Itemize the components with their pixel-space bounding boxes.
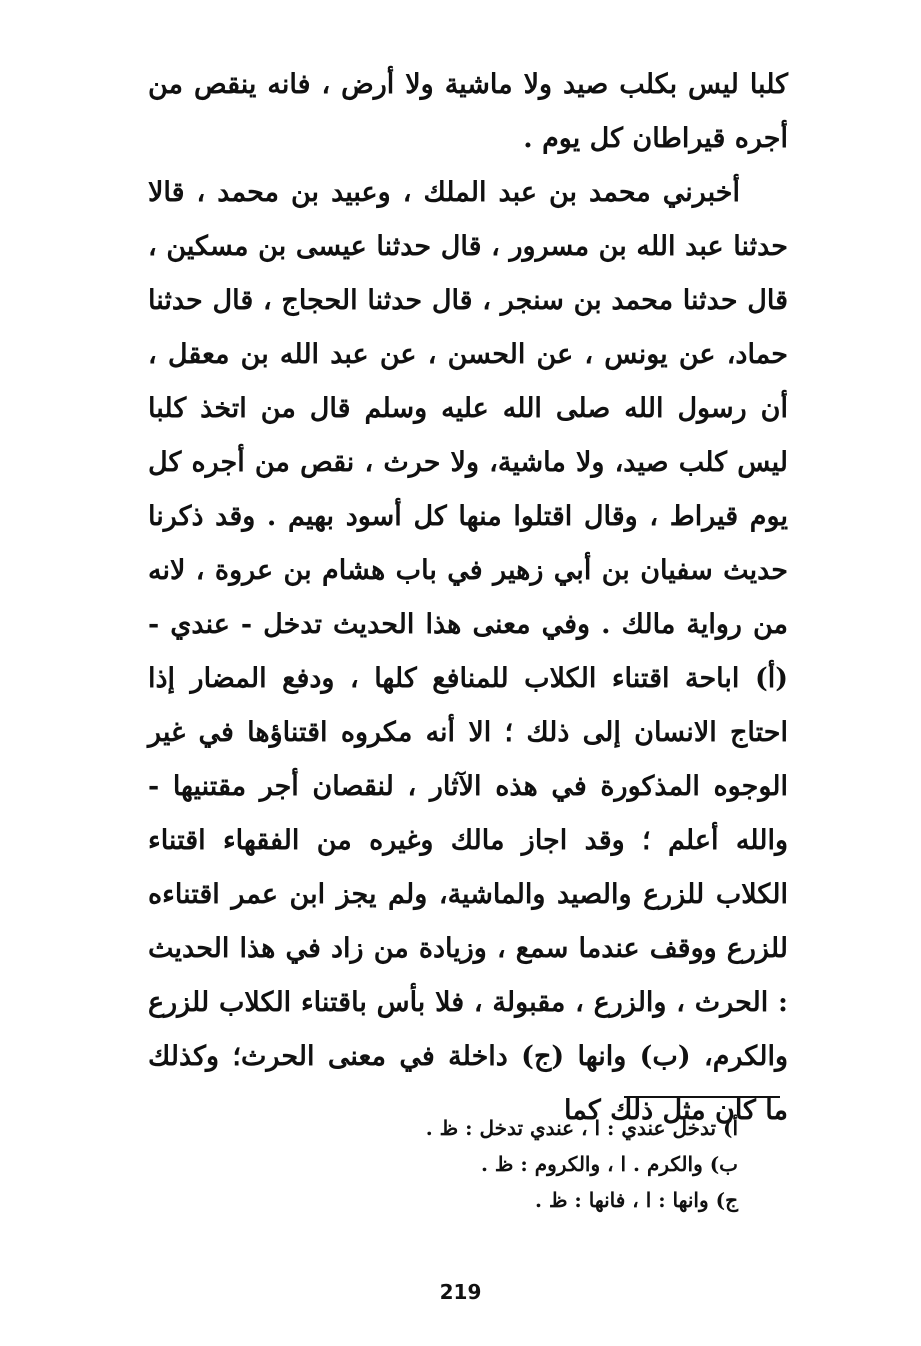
body-paragraph-1	[148, 58, 788, 166]
footnotes	[338, 1110, 738, 1218]
paragraph-text: أخبرني محمد بن عبد الملك ، وعبيد بن محمد ، قالا حدثنا عبد الله بن مسرور ، قال حدثنا عيسى بن مسكين ، قال حدثنا محمد بن سنجر ، قال حدثنا الحجاج ، قال حدثنا حماد، عن يونس ، عن الحسن ، عن عبد الله بن معقل ، أن رسول الله صلى الله عليه وسلم قال من اتخذ كلبا ليس كلب صيد، ولا ماشية، ولا حرث ، نقص من أجره كل يوم قيراط ، وقال اقتلوا منها كل أسود بهيم . وقد ذكرنا حديث سفيان بن أبي زهير في باب هشام بن عروة ، لانه من رواية مالك . وفي معنى هذا الحديث تدخل - عندي - (أ) اباحة اقتناء الكلاب للمنافع كلها ، ودفع المضار إذا احتاج الانسان إلى ذلك ؛ الا أنه مكروه اقتناؤها في غير الوجوه المذكورة في هذه الآثار ، لنقصان أجر مقتنيها - والله أعلم ؛ وقد اجاز مالك وغيره من الفقهاء اقتناء الكلاب للزرع والصيد والماشية، ولم يجز ابن عمر اقتناءه للزرع ووقف عندما سمع ، وزيادة من زاد في هذا الحديث : الحرث ، والزرع ، مقبولة ، فلا بأس باقتناء الكلاب للزرع والكرم، (ب) وانها (ج) داخلة في معنى الحرث؛ وكذلك ما كان مثل ذلك كما	[148, 177, 788, 1126]
footnote-c: ج) وانها : ا ، فانها : ظ .	[535, 1188, 738, 1212]
footnote-divider	[624, 1096, 780, 1098]
footnote-b: ب) والكرم . ا ، والكروم : ظ .	[480, 1152, 738, 1176]
page-number: 219	[439, 1280, 482, 1304]
body-paragraph-2	[148, 166, 788, 1138]
footnote-a: أ) تدخل عندي : ا ، عندي تدخل : ظ .	[425, 1116, 738, 1140]
paragraph-text: كلبا ليس بكلب صيد ولا ماشية ولا أرض ، فانه ينقص من أجره قيراطان كل يوم .	[148, 69, 788, 154]
